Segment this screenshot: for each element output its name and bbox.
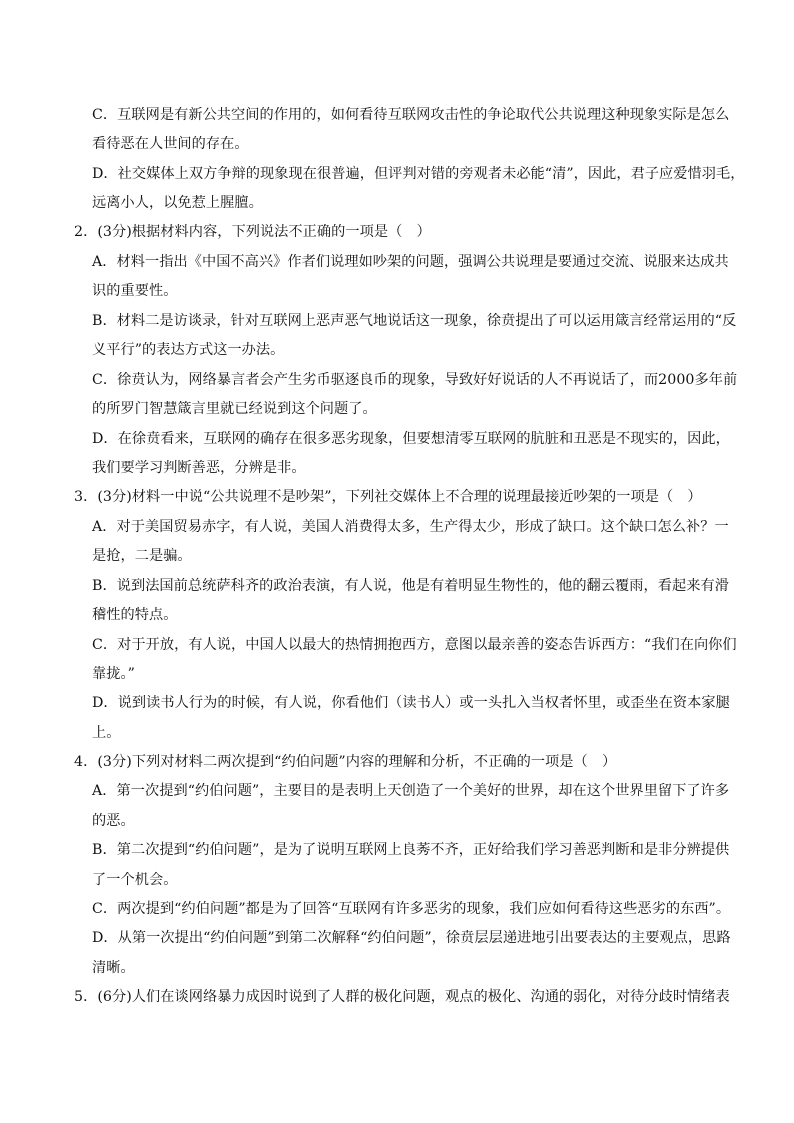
q3-option-b-line-2: 稽性的特点。 [92,607,178,623]
q2-option-d-line-2: 我们要学习判断善恶，分辨是非。 [92,460,306,476]
q4-option-c-line-1: C．两次提到“约伯问题”都是为了回答“互联网有许多恶劣的现象，我们应如何看待这些恶劣的东西”。 [92,901,731,917]
question-3: 3．(3分)材料一中说“公共说理不是吵架”，下列社交媒体上不合理的说理最接近吵架的一项是（ ） [74,489,702,505]
q3-option-d-line-2: 上。 [92,725,121,741]
q2-option-b-line-1: B．材料二是访谈录，针对互联网上恶声恶气地说话这一现象，徐贲提出了可以运用箴言经常运用的“反 [92,313,737,329]
option-d-line-1: D．社交媒体上双方争辩的现象现在很普遍，但评判对错的旁观者未必能“清”，因此，君子应爱惜羽毛， [92,166,745,182]
question-5: 5．(6分)人们在谈网络暴力成因时说到了人群的极化问题，观点的极化、沟通的弱化，对待分歧时情绪表 [74,989,730,1005]
option-d-line-2: 远离小人，以免惹上腥膻。 [92,195,263,211]
q2-option-c-line-1: C．徐贲认为，网络暴言者会产生劣币驱逐良币的现象，导致好好说话的人不再说话了，而2000多年前 [92,372,738,388]
option-c-line-2: 看待恶在人世间的存在。 [92,136,249,152]
option-c-line-1: C．互联网是有新公共空间的作用的，如何看待互联网攻击性的争论取代公共说理这种现象实际是怎么 [92,107,730,123]
q3-option-d-line-1: D．说到读书人行为的时候，有人说，你看他们（读书人）或一头扎入当权者怀里，或歪坐在资本家腿 [92,695,730,711]
q4-option-d-line-2: 清晰。 [92,960,135,976]
q2-option-a-line-2: 识的重要性。 [92,283,178,299]
q3-option-b-line-1: B．说到法国前总统萨科齐的政治表演，有人说，他是有着明显生物性的，他的翻云覆雨，看起来有滑 [92,578,729,594]
q4-option-b-line-2: 了一个机会。 [92,872,178,888]
q3-option-a-line-1: A．对于美国贸易赤字，有人说，美国人消费得太多，生产得太少，形成了缺口。这个缺口怎么补？一 [92,519,729,535]
q3-option-c-line-1: C．对于开放，有人说，中国人以最大的热情拥抱西方，意图以最亲善的姿态告诉西方：“我们在向你们 [92,637,737,653]
q4-option-b-line-1: B．第二次提到“约伯问题”，是为了说明互联网上良莠不齐，正好给我们学习善恶判断和是非分辨提供 [92,842,730,858]
q4-option-a-line-2: 的恶。 [92,813,135,829]
q3-option-a-line-2: 是抢，二是骗。 [92,548,192,564]
q2-option-c-line-2: 的所罗门智慧箴言里就已经说到这个问题了。 [92,401,377,417]
question-4: 4．(3分)下列对材料二两次提到“约伯问题”内容的理解和分析，不正确的一项是（ ） [74,754,617,770]
q2-option-a-line-1: A．材料一指出《中国不高兴》作者们说理如吵架的问题，强调公共说理是要通过交流、说服来达成共 [92,254,729,270]
q3-option-c-line-2: 靠拢。” [92,666,135,682]
q4-option-a-line-1: A．第一次提到“约伯问题”，主要目的是表明上天创造了一个美好的世界，却在这个世界里留下了许多 [92,783,730,799]
q4-option-d-line-1: D．从第一次提出“约伯问题”到第二次解释“约伯问题”，徐贲层层递进地引出要表达的主要观点，思路 [92,930,731,946]
q2-option-b-line-2: 义平行”的表达方式这一办法。 [92,342,285,358]
q2-option-d-line-1: D．在徐贲看来，互联网的确存在很多恶劣现象，但要想清零互联网的肮脏和丑恶是不现实的，因此， [92,431,730,447]
question-2: 2．(3分)根据材料内容，下列说法不正确的一项是（ ） [74,224,431,240]
